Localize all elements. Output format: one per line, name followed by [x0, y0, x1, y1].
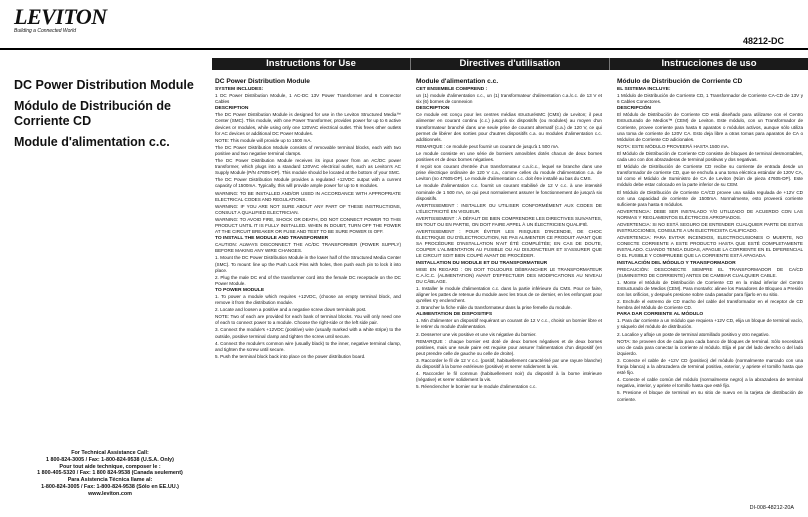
support-line[interactable]: www.leviton.com: [88, 490, 132, 497]
paragraph: The DC Power Distribution Module receives its input power from an AC/DC power transformer, which plugs into a standard 120VAC electrical outlet, such as Leviton's AC Supply Module (P/N 47605-DP). This module should be located at the bottom of your SMC.: [215, 158, 401, 176]
section-heading: TO POWER MODULE: [215, 287, 265, 293]
column-title: Módulo de Distribución de Corriente CD: [617, 78, 743, 85]
paragraph: 1 DC Power Distribution Module, 1 AC-DC 13V Power Transformer and 6 Connector Cables: [215, 93, 401, 105]
leviton-logo: LEVITON: [14, 4, 107, 29]
column-title: DC Power Distribution Module: [215, 78, 310, 85]
paragraph: REMARQUE : ce module peut fournir un courant de jusqu'à 1 500 mA.: [416, 143, 560, 149]
paragraph: ADVERTENCIA: SI NO ESTÁ SEGURO DE ENTENDER CUALQUIER PARTE DE ESTAS INSTRUCCIONES, CONSULTE A UN ELECTRICISTA CALIFICADO.: [617, 221, 803, 234]
paragraph: The DC Power Distribution Module provides a regulated +12VDC output with a current capacity of 1500mA. Typically, this will provide ample power for up to 6 modules.: [215, 177, 401, 189]
brand-tagline: Building a Connected World: [14, 28, 76, 34]
paragraph: El Módulo de Distribución de Corriente CA/CD provee una salida regulada de +12V CD con una capacidad de corriente de 1500mA. Normalmente, esto proveerá corriente suficiente para hasta 6 módulos.: [617, 189, 803, 207]
paragraph: REMARQUE : chaque bornier est doté de deux bornes négatives et de deux bornes positives, mais une seule paire est requise pour assurer l'alimentation d'un dispositif (en peut prendre celle de gauche ou celle de droite).: [416, 338, 602, 356]
paragraph: 3. Conecte el cable de +12V CD (positivo) del módulo (normalmente marcado con una franja blanca) a la abrazadera de terminal positiva, exterior, y apriete el tornillo hasta que esté fijo.: [617, 357, 803, 376]
support-line: 1 800-405-5320 / Fax: 1 800 824-9538 (Canada seulement): [37, 470, 183, 477]
section-heading: TO INSTALL THE MODULE AND TRANSFORMER: [215, 236, 329, 242]
paragraph: The DC Power Distribution Module consists of removable terminal blocks, each with two positive and two negative terminal clamps.: [215, 144, 401, 156]
section-heading: INSTALLATION DU MODULE ET DU TRANSFORMATEUR: [416, 260, 548, 266]
section-heading: INSTALACIÓN DEL MÓDULO Y TRANSFORMADOR: [617, 260, 736, 266]
paragraph: 1. Min d'alimenter un dispositif requérant un courant de 12 V c.c., choisir un bornier libre et le retirer du module d'alimentation.: [416, 318, 602, 330]
paragraph: NOTE: This module will provide up to 1500 mA.: [215, 137, 312, 143]
section-heading: CET ENSEMBLE COMPREND :: [416, 87, 488, 92]
paragraph: The DC Power Distribution Module is designed for use in the Leviton Structured Media™ Center (SMC). This module, with one Power Transformer, provides power for up to 6 active devices or modules, while using only one 120VAC electrical outlet. This frees other outlets for AC devices or additional DC Power Modules.: [215, 112, 401, 136]
paragraph: Le module consiste en une série de borniers amovibles dotés chacun de deux bornes positives et de deux bornes négatives.: [416, 150, 602, 163]
paragraph: 1. Monte el Módulo de Distribución de Corriente CD en la mitad inferior del Centro Estructurado de Medios (CEM). Para montarlo: alinee los Pasadores de Bloqueo a Presión con los orificios, y después presione sobre cada pasador para fijarlo en su sitio.: [617, 279, 803, 297]
title-french: Module d'alimentation c.c.: [14, 135, 170, 149]
paragraph: El Módulo de Distribución de Corriente CD recibe su corriente de entrada desde un transformador de corriente CD, que se enchufa a una toma eléctrica estándar de 120V CA, tal como el Módulo de Suministro de CA de Leviton (Núm de pieza 47605-DP). Este módulo debe estar colocado en la parte inferior de su CEM.: [617, 164, 803, 188]
paragraph: 1. Para dar corriente a un módulo que requiera +12V CD, elija un bloque de terminal vacío, y sáquelo del módulo de distribución.: [617, 318, 803, 330]
paragraph: 1 Módulo de Distribución de Corriente CD, 1 Transformador de Corriente CA-CD de 13V y 6 Cables Conectores.: [617, 93, 803, 105]
top-rule: [0, 48, 808, 50]
paragraph: 2. Localice y afloje un poste de terminal atornillado positivo y otro negativo.: [617, 331, 770, 337]
section-heading: SYSTEM INCLUDES:: [215, 87, 264, 92]
header-french: Directives d'utilisation: [410, 58, 609, 70]
paragraph: NOTA: Se proveen dos de cada para cada banco de bloques de terminal. Sólo necesitará uno de cada para conectar la corriente al módulo. Elija el par del lado derecho o del lado izquierdo.: [617, 338, 803, 356]
paragraph: AVERTISSEMENT : À DÉFAUT DE BIEN COMPRENDRE LES DIRECTIVES SUIVANTES, EN TOUT OU EN PARTIE, ON DOIT FAIRE APPEL À UN ÉLECTRICIEN QUALIFIÉ.: [416, 215, 602, 227]
paragraph: PRECAUCIÓN: DESCONECTE SIEMPRE EL TRANSFORMADOR DE CA/CD (SUMINISTRO DE CORRIENTE) ANTES DE CAMBIAR CUALQUIER CABLE.: [617, 266, 803, 278]
document-number: 48212-DC: [742, 36, 784, 46]
paragraph: WARNING: IF YOU ARE NOT SURE ABOUT ANY PART OF THESE INSTRUCTIONS, CONSULT A QUALIFIED ELECTRICIAN.: [215, 203, 401, 215]
section-heading: EL SISTEMA INCLUYE:: [617, 87, 671, 92]
paragraph: ADVERTENCIA: DEBE SER INSTALADO Y/O UTILIZADO DE ACUERDO CON LAS NORMAS Y REGLAMENTOS ELÉCTRICOS APROPIADOS.: [617, 208, 803, 220]
paragraph: 1. To power a module which requires +12VDC, (choose an empty terminal block, and remove it from the distribution module.: [215, 294, 401, 306]
support-line: 1 800-824-3005 / Fax: 1-800-824-9538 (U.S.A. Only): [46, 456, 174, 463]
paragraph: 4. Connect the module's common wire (usually black) to the inner, negative terminal clamp, and tighten the screw until secure.: [215, 340, 401, 352]
language-header-bar: [212, 58, 808, 70]
paragraph: El Módulo de Distribución de Corriente CD está diseñado para utilizarse con el Centro Estructurado de Medios™ (CEM) de Leviton. Este módulo, con un Transformador de Corriente, provee corriente para hasta 6 aparatos o módulos activos, aunque sólo utiliza una toma de corriente de 120V CA. Esto deja libre a otras tomas para aparatos de CA o Módulos de Corriente CD adicionales.: [617, 112, 803, 142]
section-heading: DESCRIPTION: [215, 106, 249, 112]
paragraph: 4. Conecte el cable común del módulo (normalmente negro) a la abrazadera de terminal negativa, interior, y apriete el tornillo hasta que esté fijo.: [617, 377, 803, 389]
section-heading: PARA DAR CORRIENTE AL MÓDULO: [617, 312, 704, 318]
paragraph: MISE EN REGARD : ON DOIT TOUJOURS DÉBRANCHER LE TRANSFORMATEUR C.A./C.C. (ALIMENTATION) AVANT D'EFFECTUER DES MODIFICATIONS AU NIVEAU DU CÂBLAGE.: [416, 266, 602, 284]
paragraph: NOTA: ESTE MÓDULO PROVEERÁ HASTA 1500 mA.: [617, 143, 730, 149]
section-heading: DESCRIPCIÓN: [617, 106, 651, 112]
support-line: Para Asistencia Técnica llame al:: [67, 477, 153, 484]
paragraph: NOTE: Two of each are provided for each bank of terminal blocks. You will only need one of each to connect power to a module. Choose the right-side or the left side pair.: [215, 314, 401, 326]
header-english: Instructions for Use: [266, 58, 356, 69]
title-spanish: Módulo de Distribución de Corriente CD: [14, 99, 171, 128]
column-french: [416, 78, 602, 498]
paragraph: AVERTISSEMENT : INSTALLER OU UTILISER CONFORMÉMENT AUX CODES DE L'ÉLECTRICITÉ EN VIGUEUR.: [416, 202, 602, 214]
title-english: DC Power Distribution Module: [14, 78, 194, 92]
header-spanish: Instrucciones de uso: [609, 58, 808, 70]
paragraph: Ce module est conçu pour les centres médias structurésMC (CMS) de Leviton; il peut alimenter en courant continu (c.c.) jusqu'à six dispositifs (ou modules) au moyen d'un transformateur branché dans une seule prise de courant alternatif (c.a.) de 120 V, ce qui permet de libérer des sorties pour d'autres dispositifs c.a. ou modules d'alimentation c.c. additionnels.: [416, 112, 602, 142]
paragraph: 5. Réenclencher le bornier sur le module d'alimentation c.c.: [416, 384, 537, 390]
paragraph: 3. Connect the module's +12VDC (positive) wire (usually marked with a white stripe) to the outside, positive terminal clamp and tighten the screw until secure.: [215, 327, 401, 339]
paragraph: CAUTION: ALWAYS DISCONNECT THE AC/DC TRANSFORMER (POWER SUPPLY) BEFORE MAKING ANY WIRE CHANGES.: [215, 242, 401, 254]
paragraph: Le module d'alimentation c.c. fournit un courant stabilisé de 12 V c.c. à une intensité nominale de 1 500 mA, ce qui peut normalement assurer le fonctionnement de jusqu'à six dispositifs.: [416, 183, 602, 201]
title-panel: [14, 78, 206, 156]
paragraph: 2. Brancher la fiche mâle du transformateur dans la prise femelle du module.: [416, 305, 572, 311]
column-english: [215, 78, 401, 498]
footer-code: DI-008-48212-20A: [749, 505, 794, 511]
paragraph: WARNING: TO BE INSTALLED AND/OR USED IN ACCORDANCE WITH APPROPRIATE ELECTRICAL CODES AND REGULATIONS.: [215, 190, 401, 202]
paragraph: 4. Raccorder le fil commun (habituellement noir) du dispositif à la borne intérieure (négative) et serrer solidement la vis.: [416, 371, 602, 383]
column-title: Module d'alimentation c.c.: [416, 78, 499, 85]
paragraph: AVERTISSEMENT : POUR ÉVITER LES RISQUES D'INCENDIE, DE CHOC ÉLECTRIQUE OU D'ÉLECTROCUTION, NE PAS ALIMENTER CE PRODUIT AVANT QUE SA PROCÉDURE D'INSTALLATION N'AIT ÉTÉ COMPLÉTÉE; EN CAS DE DOUTE, COUPER L'ALIMENTATION AU FUSIBLE OU AU DISJONCTEUR ET S'ASSURER QUE LE CIRCUIT SOIT BIEN COUPÉ AVANT DE PROCÉDER.: [416, 229, 602, 259]
paragraph: un (1) module d'alimentation c.c., un (1) transformateur d'alimentation c.a./c.c. de 13 V et six (6) bornes de connexion: [416, 93, 602, 105]
paragraph: 5. Presione el bloque de terminal en su sitio de nuevo en la tarjeta de distribución de corriente.: [617, 390, 803, 402]
paragraph: 3. Raccorder le fil de 12 V c.c. (positif, habituellement caractérisé par une rayure blanche) du dispositif à la borne extérieure (positive) et serrer solidement la vis.: [416, 357, 602, 370]
paragraph: Il reçoit son courant d'entrée d'un transformateur c.a./c.c., lequel se branche dans une prise électrique ordinaire de 120 V c.a., comme celles du module d'alimentation c.a. de Leviton (no 47605-DP). Le module d'alimentation c.c. doit être installé au bas du CMS.: [416, 164, 602, 182]
paragraph: 2. Locate and loosen a positive and a negative screw down terminals post.: [215, 307, 367, 313]
technical-support-info: [14, 450, 206, 498]
paragraph: 5. Push the terminal block back into place on the power distribution board.: [215, 353, 366, 359]
section-heading: ALIMENTATION DE DISPOSITIFS: [416, 312, 493, 318]
column-spanish: [617, 78, 803, 498]
support-line: Pour tout aide technique, composer le :: [59, 463, 161, 470]
support-line: 1-800-824-3005 / Fax: 1-800-824-9538 (Sólo en EE.UU.): [41, 483, 179, 490]
brand: [14, 6, 107, 34]
paragraph: ADVERTENCIA: PARA EVITAR INCENDIOS, ELECTROCUSIONES O MUERTE, NO CONECTE CORRIENTE A ESTE PRODUCTO HASTA QUE ESTÉ COMPLETAMENTE INSTALADO. CUANDO TENGA DUDAS, APAGUE LA CORRIENTE EN EL DIFERENCIAL O EL FUSIBLE Y COMPRUEBE QUE LA CORRIENTE ESTÁ APAGADA.: [617, 235, 803, 259]
paragraph: 1. Installer le module d'alimentation c.c. dans la partie inférieure du CMS. Pour ce faire, aligner les pattes de retenue du module avec les trous de ce dernier, en les enfonçant pour qu'elles s'y enclenchent.: [416, 285, 602, 304]
paragraph: 1. Mount the DC Power Distribution Module in the lower half of the Structured Media Center (SMC). To mount: line up the Push Lock Pins with holes, then push each pin to lock it into place.: [215, 255, 401, 273]
support-line: For Technical Assistance Call:: [71, 450, 149, 456]
paragraph: 2. Enchufe el extremo de CD macho del cable del transformador en el receptor de CD hembra del Módulo de Corriente CD.: [617, 299, 803, 311]
section-heading: DESCRIPTION: [416, 106, 450, 112]
paragraph: WARNING: TO AVOID FIRE, SHOCK OR DEATH, DO NOT CONNECT POWER TO THIS PRODUCT UNTIL IT IS FULLY INSTALLED. WHEN IN DOUBT, TURN OFF THE POWER AT THE CIRCUIT BREAKER OR FUSE AND TEST TO BE SURE POWER IS OFF.: [215, 216, 401, 235]
paragraph: El Módulo de Distribución de Corriente CD consiste de bloques de terminal desmontables, cada uno con dos abrazaderas de terminal positivas y dos negativas.: [617, 150, 803, 163]
paragraph: 2. Desserrer une vis positive et une vis négative du bornier.: [416, 331, 537, 337]
paragraph: 2. Plug the male DC end of the transformer cord into the female DC receptacle on the DC Power Module.: [215, 274, 401, 286]
